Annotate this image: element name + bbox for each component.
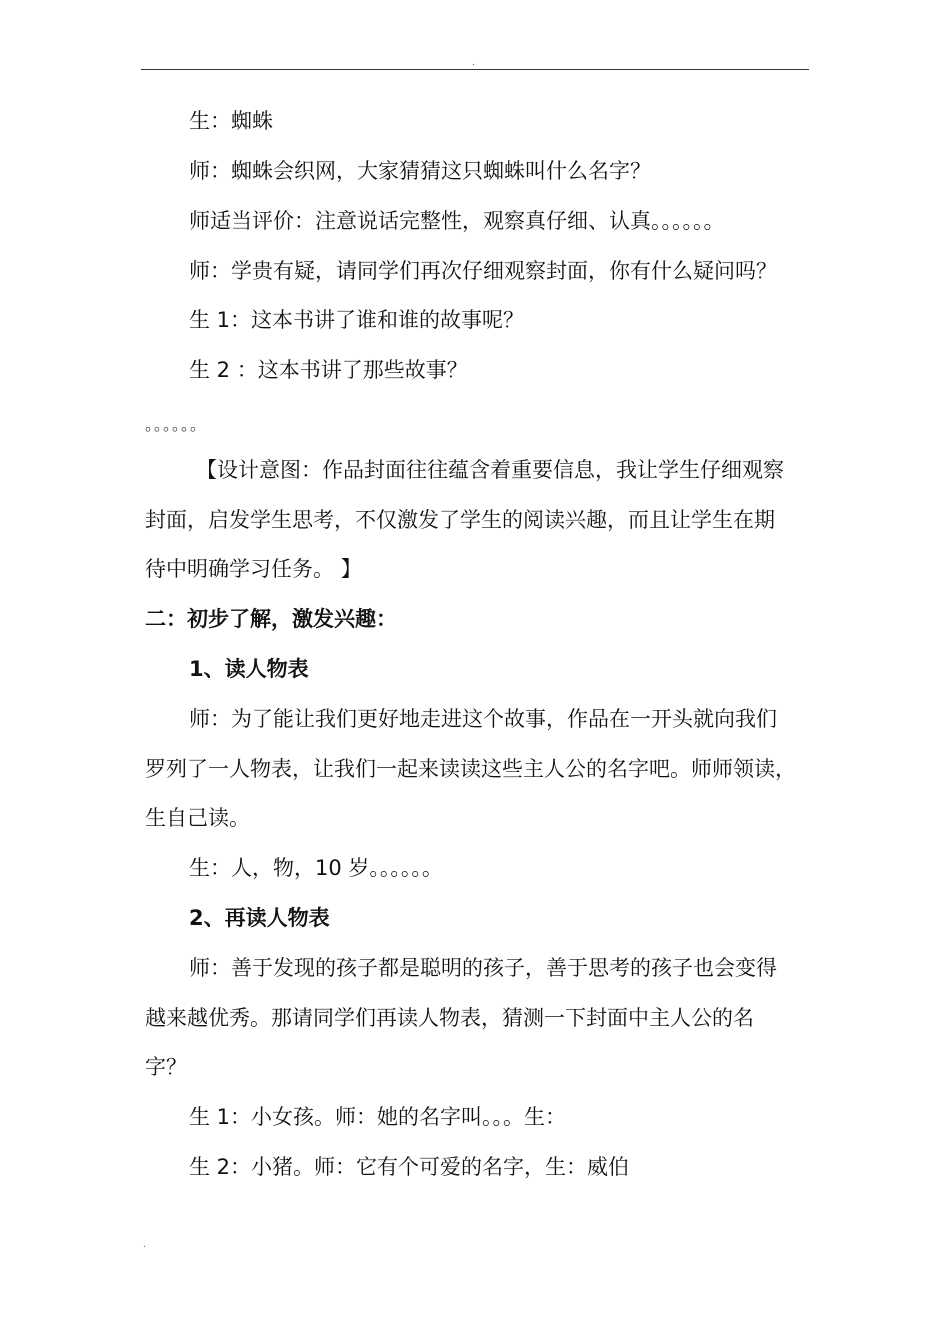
header-mark: . [472,58,475,68]
dialogue-line: 生 2：小猪。师：它有个可爱的名字，生：威伯 [189,1155,630,1179]
dialogue-line: 生 1：小女孩。师：她的名字叫。。。生： [189,1105,567,1129]
paragraph-line: 师：为了能让我们更好地走进这个故事，作品在一开头就向我们 [189,707,777,731]
ellipsis-line: 。。。。。。 [145,415,208,434]
paragraph-line: 越来越优秀。那请同学们再读人物表，猜测一下封面中主人公的名 [145,1006,754,1030]
dialogue-line: 生：蜘蛛 [189,109,273,133]
paragraph-line: 罗列了一人物表，让我们一起来读读这些主人公的名字吧。师师领读， [145,757,796,781]
paragraph-line: 师：善于发现的孩子都是聪明的孩子，善于思考的孩子也会变得 [189,956,777,980]
design-intent-line: 待中明确学习任务。 】 [145,557,362,581]
dialogue-line: 师：学贵有疑，请同学们再次仔细观察封面，你有什么疑问吗？ [189,259,777,283]
dialogue-line: 生 1：这本书讲了谁和谁的故事呢？ [189,308,525,332]
dialogue-line: 生：人，物，10 岁。。。。。。 [189,856,443,880]
dialogue-line: 师适当评价：注意说话完整性，观察真仔细、认真。。。。。。 [189,209,725,233]
dialogue-line: 生 2 ：这本书讲了那些故事？ [189,358,468,382]
design-intent-line: 【设计意图：作品封面往往蕴含着重要信息，我让学生仔细观察 [196,458,784,482]
subsection-heading: 1、读人物表 [189,657,309,681]
dialogue-line: 师：蜘蛛会织网，大家猜猜这只蜘蛛叫什么名字？ [189,159,651,183]
paragraph-line: 生自己读。 [145,806,250,830]
paragraph-line: 字？ [145,1055,187,1079]
header-rule [141,69,809,70]
design-intent-line: 封面，启发学生思考，不仅激发了学生的阅读兴趣，而且让学生在期 [145,508,775,532]
subsection-heading: 2、再读人物表 [189,906,330,930]
footer-mark: . [143,1240,146,1250]
section-heading: 二：初步了解，激发兴趣： [145,607,397,631]
